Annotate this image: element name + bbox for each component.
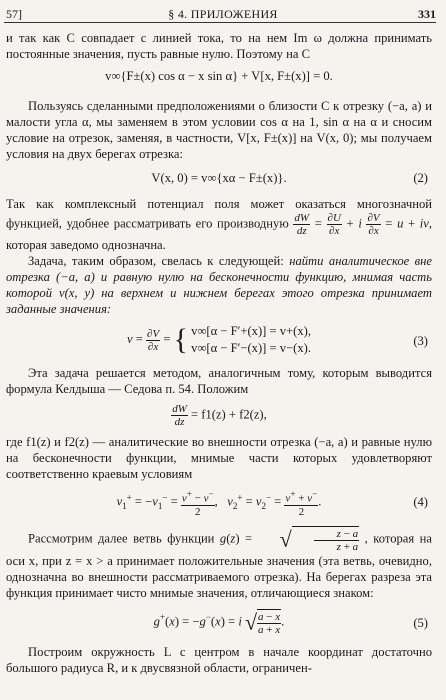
paragraph-3-tail: которая заведомо однозначна.: [6, 238, 166, 252]
page-body: [6, 30, 432, 676]
paragraph-7-tail: , которая на оси x, при z = x > a принимает положительные значения (эта ветвь, очевидно, однозначна во внешности рассматриваемого отрезка). На берегах разреза эта функция принимает чисто мнимые значения, отличающиеся знаком:: [6, 531, 432, 600]
header-rule: [4, 22, 436, 23]
equation-2: [6, 170, 432, 186]
equation-2-body: V(x, 0) = v∞{xα − F±(x)}.: [151, 171, 287, 185]
paragraph-3-text: Так как комплексный потенциал поля может оказаться многозначной функцией, удобнее рассматривать его производную: [6, 197, 432, 231]
chapter-title: § 4. ПРИЛОЖЕНИЯ: [168, 7, 278, 21]
paragraph-7: Рассмотрим далее ветвь функции g(z) = √ $\frac{z - a}{z + a}$ , которая на оси x, при z = x > a принимает положительные значения (эта ветвь, очевидно, однозначна во внешности рассматриваемого отрезка). На берегах разреза эта функция принимает чисто мнимые значения, отличающиеся знаком:: [6, 526, 432, 600]
equation-2-number: (2): [413, 171, 428, 185]
equation-4-number: (4): [413, 495, 428, 509]
equation-5: g+(x) = −g−(x) = i √ $\frac{a - x}{a + x}$ . (5): [153, 609, 428, 636]
sqrt-expression: √ $\frac{z - a}{z + a}$: [279, 526, 359, 553]
paragraph-4-lead: Задача, таким образом, свелась к следующей:: [28, 254, 284, 268]
left-brace: {: [173, 323, 188, 356]
paragraph-2: Пользуясь сделанными предположениями о близости C к отрезку (−a, a) и малости угла α, мы заменяем в этом условии cos α на 1, sin α на α и сносим условие на отрезок, заменяя, в частности, V[x, F±(x)] на V(x, 0); мы получаем условия на двух берегах отрезка:: [6, 99, 432, 161]
paragraph-3: Так как комплексный потенциал поля может оказаться многозначной функцией, удобнее рассматривать его производную $\frac{dW}{dz}$ = $\frac{\partial U}{\partial x}$ + i $\frac{\partial V}{\partial x}$ = u + iv, которая заведомо однозначна.: [6, 197, 433, 252]
equation-3-line-2: v∞[α − F′−(x)] = v−(x).: [191, 341, 311, 355]
equation-sum-body: = f1(z) + f2(z),: [191, 407, 267, 422]
paragraph-5: Эта задача решается методом, аналогичным тому, которым выводится формула Келдыша — Седова п. 54. Положим: [6, 366, 432, 396]
dw-dz-fraction: $\frac{dW}{dz}$: [294, 212, 310, 237]
paragraph-6: где f1(z) и f2(z) — аналитические во внешности отрезка (−a, a) и равные нулю на бесконечности функции, мнимые части которых удовлетворяют соответственно краевым условиям: [6, 435, 432, 481]
frac-b: $\frac{v^+ + v^-}{2}$: [285, 489, 318, 518]
running-header: [0, 6, 446, 22]
equation-3-cases: [191, 323, 311, 357]
dw-dz-fraction-2: $\frac{dW}{dz}$: [172, 403, 187, 428]
page-number: 331: [418, 7, 436, 21]
equation-5-number: (5): [413, 615, 428, 630]
section-ref: 57]: [6, 7, 22, 21]
frac-a: $\frac{v^+ - v^-}{2}$: [181, 489, 214, 518]
paragraph-1: и так как C совпадает с линией тока, то на нем Im ω должна принимать постоянные значения, пусть равные нулю. Поэтому на C: [6, 31, 432, 61]
equation-1: v∞{F±(x) cos α − x sin α} + V[x, F±(x)] = 0.: [105, 69, 333, 83]
dv-dx-fraction-3: $\frac{\partial V}{\partial x}$: [147, 327, 160, 353]
equation-4: $v_1^+ = -v_1^-$ = $\frac{v^+ - v^-}{2}$ , $v_2^+ = v_2^-$ = $\frac{v^+ + v^-}{2}$ . (4): [116, 489, 428, 518]
paragraph-4: [6, 253, 432, 317]
dv-dx-fraction-2: $\frac{\partial V}{\partial x}$: [367, 212, 380, 237]
paragraph-8: Построим окружность L с центром в начале координат достаточно большого радиуса R, и к двусвязной области, ограничен-: [6, 644, 432, 675]
paragraph-7-lead: Рассмотрим далее ветвь функции: [28, 531, 215, 546]
equation-3-number: (3): [413, 334, 428, 348]
equation-3-line-1: v∞[α − F′+(x)] = v+(x),: [191, 324, 311, 338]
equation-3: v = $\frac{\partial V}{\partial x}$ = { v∞[α − F′+(x)] = v+(x), v∞[α − F′−(x)] = v−(x). (3): [127, 323, 428, 356]
paragraph-4-emphasis: найти аналитическое вне отрезка (−a, a) и равную нулю на бесконечности функцию, мнимая часть которой v(x, y) на верхнем и нижнем берегах этого отрезка принимает заданные значения:: [6, 254, 432, 316]
equation-sum: [6, 403, 432, 428]
sqrt-expression-2: √ $\frac{a - x}{a + x}$: [244, 609, 281, 636]
dv-dx-fraction: $\frac{\partial U}{\partial x}$: [327, 212, 341, 237]
